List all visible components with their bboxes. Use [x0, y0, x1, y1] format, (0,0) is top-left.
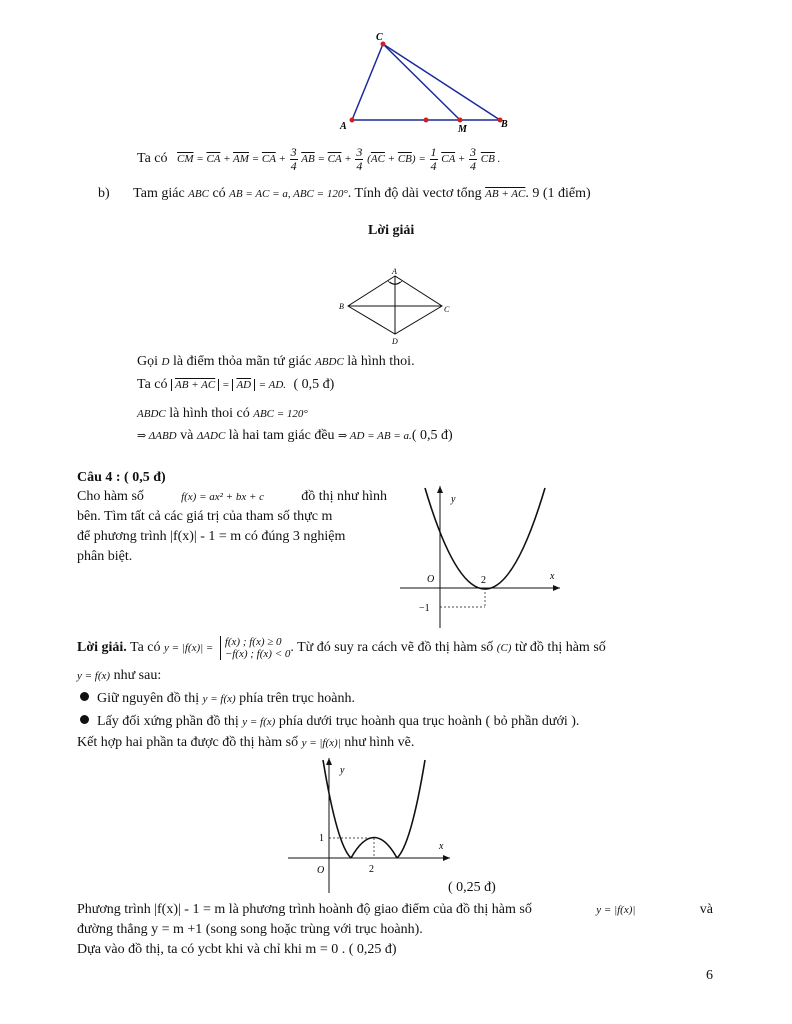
graph2-points: ( 0,25 đ) [448, 880, 496, 895]
parabola-graph [395, 482, 570, 630]
sol4-ending: Phương trình |f(x)| - 1 = m là phương trình hoành độ giao điểm của đồ thị hàm số y = |f(x)| và đường thẳng y = m +1 (song song hoặc trùng với trục hoành). Dựa vào đồ thị, ta có ycbt khi và chỉ khi m = 0 . ( 0,25 đ) [77, 902, 713, 957]
tick-2: 2 [481, 575, 486, 586]
tick-1: 1 [319, 833, 324, 844]
label-D: D [392, 337, 398, 346]
label-C: C [444, 305, 450, 314]
label-M: M [458, 124, 467, 135]
tick-2: 2 [369, 864, 374, 875]
sol-b-line3: ABDC là hình thoi có ABC = 120° [137, 406, 308, 421]
page-number: 6 [706, 968, 713, 983]
sol4-combine: Kết hợp hai phần ta được đồ thị hàm số y = |f(x)| như hình vẽ. [77, 735, 415, 750]
cau4-title: Câu 4 : ( 0,5 đ) [77, 470, 166, 485]
label-C: C [376, 32, 383, 43]
rhombus-figure [336, 266, 456, 346]
sol-b-line4: ⇒ ΔABD và ΔADC là hai tam giác đều ⇒ AD = AB = a.( 0,5 đ) [137, 428, 453, 443]
abs-parabola-graph [285, 755, 460, 895]
label-B: B [501, 119, 508, 130]
label-A: A [392, 267, 397, 276]
label-B: B [339, 302, 344, 311]
part-b-line: b) Tam giác ABC có AB = AC = a, ABC = 120°. Tính độ dài vectơ tổng AB + AC. 9 (1 điểm) [98, 186, 591, 201]
axis-y-label: y [451, 494, 456, 505]
sol4-line2: y = f(x) như sau: [77, 668, 162, 683]
triangle-figure [330, 28, 530, 138]
axis-x-label: x [550, 571, 555, 582]
cau4-text: Cho hàm số f(x) = ax² + bx + c đồ thị như hình bên. Tìm tất cả các giá trị của tham số thực m để phương trình |f(x)| - 1 = m có đúng 3 nghiệm phân biệt. [77, 489, 387, 564]
axis-x-label: x [439, 841, 444, 852]
vector-equation-line: Ta có $\overline{CM} = \overline{CA} + \overline{AM} = \overline{CA}$ + $\frac{3}{4}$ $\overline{AB} = \overline{CA}$ + $\frac{3}{4}$ $(\overline{AC} + \overline{CB})$ = $\frac{1}{4}$ $\overline{CA}$ + $\frac{3}{4}$ $\overline{CB}$ . [137, 145, 501, 173]
origin-label: O [317, 865, 325, 876]
label-A: A [340, 121, 347, 132]
bullet-icon [80, 692, 89, 701]
bullet-icon [80, 715, 89, 724]
sol4-bullet1: Giữ nguyên đồ thị y = f(x) phía trên trục hoành. [80, 691, 355, 707]
sol4-line1: Lời giải. Ta có y = |f(x)| = f(x) ; f(x) ≥ 0 −f(x) ; f(x) < 0 . Từ đó suy ra cách vẽ đồ thị hàm số (C) từ đồ thị hàm số [77, 636, 606, 660]
origin-label: O [427, 574, 435, 585]
loi-giai-heading: Lời giải [368, 223, 415, 238]
sol-b-line1: Gọi D là điểm thỏa mãn tứ giác ABDC là hình thoi. [137, 354, 415, 369]
axis-y-label: y [340, 765, 345, 776]
sol-b-line2: Ta có AB + AC = $\overline{AD}$ = AD. ( 0,5 đ) [137, 377, 335, 392]
tick-minus1: −1 [419, 603, 430, 614]
sol4-bullet2: Lấy đối xứng phần đồ thị y = f(x) phía dưới trục hoành qua trục hoành ( bỏ phần dưới ). [80, 714, 579, 730]
